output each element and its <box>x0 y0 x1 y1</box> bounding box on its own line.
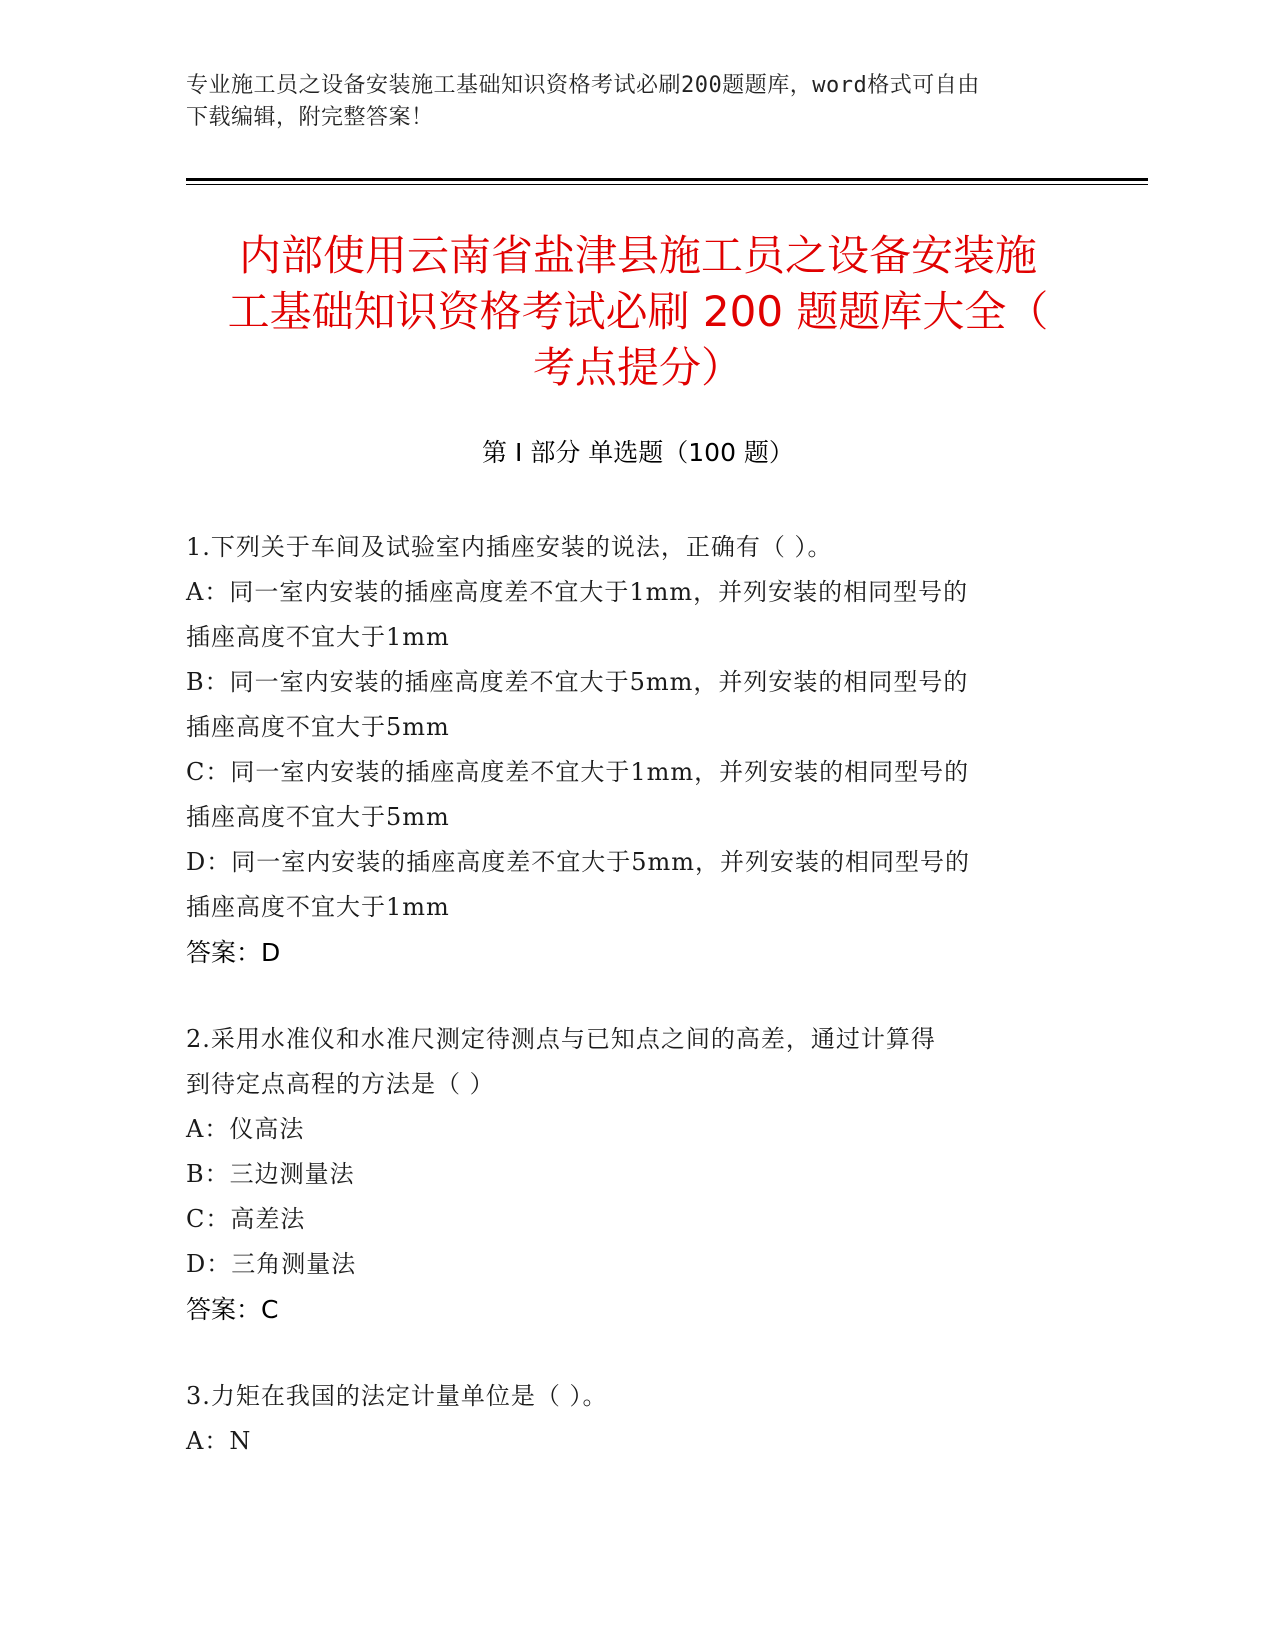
question-option: 插座高度不宜大于5mm <box>186 713 450 741</box>
question-stem: 到待定点高程的方法是（ ） <box>186 1070 495 1098</box>
question-block <box>186 1374 1066 1464</box>
question-option: B：同一室内安装的插座高度差不宜大于5mm，并列安装的相同型号的 <box>186 668 969 696</box>
section-title: 第 I 部分 单选题（100 题） <box>482 438 794 467</box>
document-title-line: 内部使用云南省盐津县施工员之设备安装施 <box>238 231 1037 280</box>
header-divider-thick <box>186 178 1148 181</box>
header-note-line: 下载编辑，附完整答案！ <box>186 105 434 130</box>
question-answer: 答案：D <box>186 938 281 967</box>
question-stem: 2.采用水准仪和水准尺测定待测点与已知点之间的高差，通过计算得 <box>186 1025 936 1053</box>
header-divider-thin <box>186 184 1148 185</box>
question-stem: 3.力矩在我国的法定计量单位是（ ）。 <box>186 1382 608 1410</box>
header-note-line: 专业施工员之设备安装施工基础知识资格考试必刷200题题库，word格式可自由 <box>186 73 980 98</box>
question-stem: 1.下列关于车间及试验室内插座安装的说法，正确有（ ）。 <box>186 533 833 561</box>
question-option: B：三边测量法 <box>186 1160 355 1188</box>
question-option: D：三角测量法 <box>186 1250 357 1278</box>
question-answer: 答案：C <box>186 1295 279 1324</box>
question-option: C：同一室内安装的插座高度差不宜大于1mm，并列安装的相同型号的 <box>186 758 970 786</box>
question-option: D：同一室内安装的插座高度差不宜大于5mm，并列安装的相同型号的 <box>186 848 971 876</box>
question-option: 插座高度不宜大于1mm <box>186 623 450 651</box>
question-list <box>186 525 1066 1506</box>
question-option: A：仪高法 <box>186 1115 305 1143</box>
question-option: A：同一室内安装的插座高度差不宜大于1mm，并列安装的相同型号的 <box>186 578 969 606</box>
question-block <box>186 525 1066 975</box>
document-title <box>186 228 1090 396</box>
question-option: 插座高度不宜大于5mm <box>186 803 450 831</box>
header-note <box>186 70 1076 134</box>
question-option: A：N <box>186 1427 252 1455</box>
document-title-line: 工基础知识资格考试必刷 200 题题库大全（ <box>227 287 1049 336</box>
document-title-line: 考点提分） <box>532 343 743 392</box>
question-block <box>186 1017 1066 1332</box>
question-option: 插座高度不宜大于1mm <box>186 893 450 921</box>
question-option: C：高差法 <box>186 1205 306 1233</box>
